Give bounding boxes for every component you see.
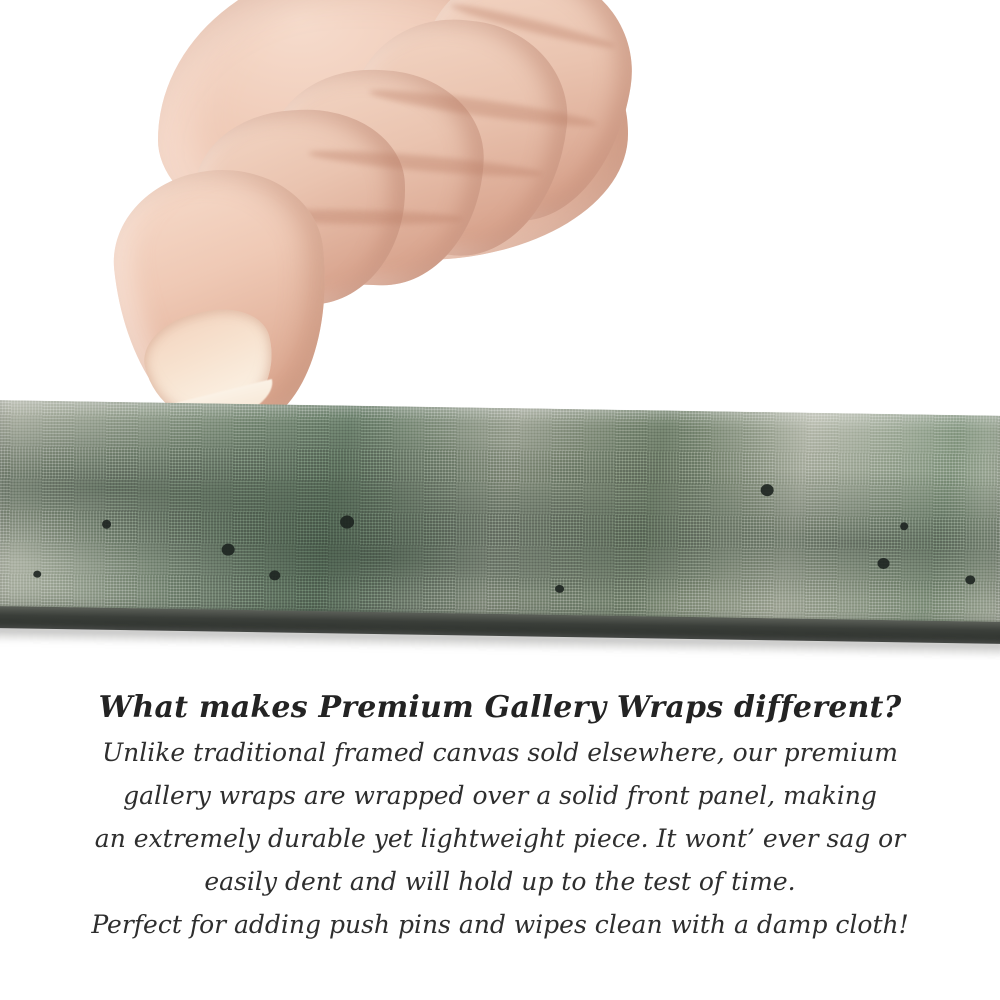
canvas-speck	[965, 575, 975, 584]
canvas-speck	[877, 558, 889, 569]
caption-line: Unlike traditional framed canvas sold elsewhere, our premium	[102, 738, 898, 767]
caption-line: an extremely durable yet lightweight piece. It wont’ ever sag or	[94, 824, 906, 853]
canvas-speck	[33, 571, 41, 578]
canvas-speck	[269, 570, 280, 580]
caption-block	[0, 690, 1000, 950]
canvas-speck	[340, 515, 354, 528]
canvas-speck	[222, 544, 235, 556]
caption-body	[0, 735, 1000, 943]
caption-title: What makes Premium Gallery Wraps different?	[98, 690, 902, 725]
canvas-weave-texture	[0, 400, 1000, 632]
canvas-speck	[102, 520, 111, 529]
caption-line: easily dent and will hold up to the test of time.	[204, 867, 796, 896]
canvas-speck	[900, 522, 908, 530]
canvas-edge-slab	[0, 400, 1000, 660]
caption-line: Perfect for adding push pins and wipes clean with a damp cloth!	[91, 910, 909, 939]
canvas-speck	[555, 585, 564, 593]
caption-line: gallery wraps are wrapped over a solid front panel, making	[123, 781, 877, 810]
hand-illustration	[118, 0, 678, 420]
